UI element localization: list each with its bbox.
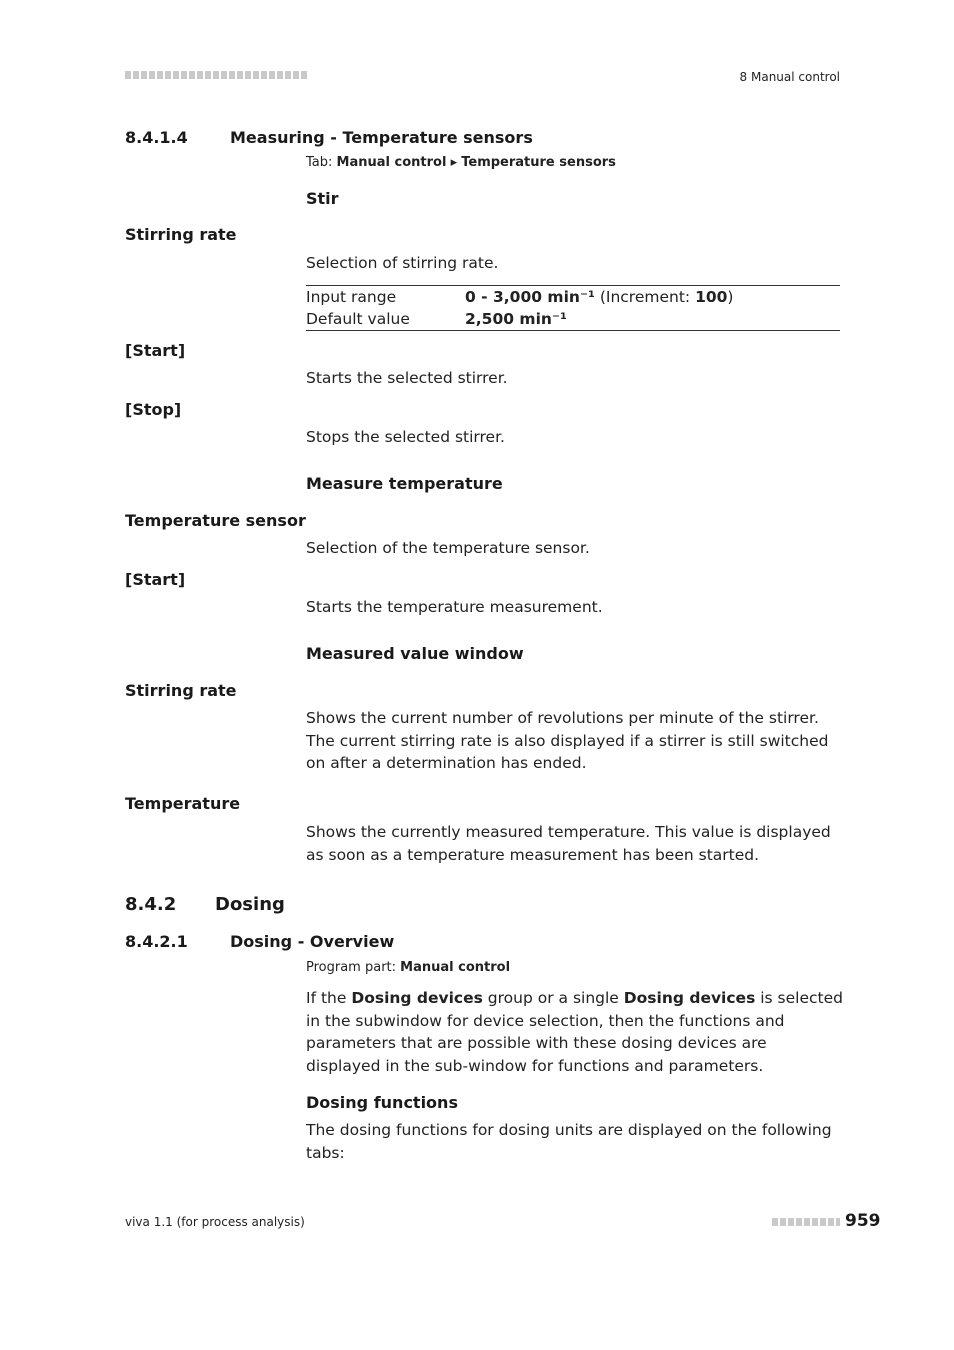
term-stirring-rate: Stirring rate (125, 225, 237, 244)
section-number: 8.4.2 (125, 894, 177, 915)
footer-product: viva 1.1 (for process analysis) (125, 1215, 305, 1229)
subheading-stir: Stir (306, 189, 339, 208)
term-start: [Start] (125, 341, 186, 360)
desc-stop: Stops the selected stirrer. (306, 428, 505, 446)
section-number: 8.4.2.1 (125, 932, 188, 951)
subheading-measured-value-window: Measured value window (306, 644, 524, 663)
tab-path-part: Temperature sensors (461, 155, 616, 170)
program-part (306, 960, 510, 975)
tab-path-part: Manual control (336, 155, 447, 170)
term-stop: [Stop] (125, 400, 182, 419)
param-label: Default value (306, 310, 410, 328)
header-decoration (125, 71, 307, 79)
page-number: 959 (845, 1211, 881, 1231)
term-start-measurement: [Start] (125, 570, 186, 589)
param-value: 0 - 3,000 min⁻¹ (Increment: 100) (465, 288, 734, 306)
term-stirring-rate-display: Stirring rate (125, 681, 237, 700)
tab-path (306, 155, 616, 170)
section-title: Dosing - Overview (230, 932, 395, 951)
param-value: 2,500 min⁻¹ (465, 310, 567, 328)
section-title: Dosing (215, 894, 285, 915)
subheading-dosing-functions: Dosing functions (306, 1093, 458, 1112)
program-part-prefix: Program part: (306, 960, 397, 975)
param-label: Input range (306, 288, 397, 306)
desc-start: Starts the selected stirrer. (306, 369, 508, 387)
desc-stirring-rate-display: Shows the current number of revolutions per minute of the stirrer. The current stirring rate is also displayed if a stirrer is still switched on after a determination has ended. (306, 709, 829, 772)
desc-start-measurement: Starts the temperature measurement. (306, 598, 603, 616)
footer-decoration (772, 1218, 840, 1226)
desc-temperature: Shows the currently measured temperature. This value is displayed as soon as a temperature measurement has been started. (306, 823, 831, 864)
overview-paragraph: If the Dosing devices group or a single Dosing devices is selected in the subwindow for device selection, then the functions and parameters that are possible with these dosing devices are displayed in the sub-window for functions and parameters. (306, 989, 843, 1075)
tab-prefix: Tab: (306, 155, 333, 170)
chapter-title: 8 Manual control (739, 70, 840, 84)
term-temperature: Temperature (125, 794, 241, 813)
table-row (306, 286, 840, 308)
desc-temperature-sensor: Selection of the temperature sensor. (306, 539, 590, 557)
section-number: 8.4.1.4 (125, 128, 188, 147)
table-row (306, 308, 840, 330)
program-part-value: Manual control (400, 960, 511, 975)
term-temperature-sensor: Temperature sensor (125, 511, 306, 530)
desc-stirring-rate: Selection of stirring rate. (306, 254, 499, 272)
subheading-measure-temperature: Measure temperature (306, 474, 503, 493)
tab-path-separator: ▸ (450, 155, 458, 170)
parameter-table (306, 285, 840, 331)
section-title: Measuring - Temperature sensors (230, 128, 533, 147)
desc-dosing-functions: The dosing functions for dosing units are displayed on the following tabs: (306, 1121, 832, 1162)
